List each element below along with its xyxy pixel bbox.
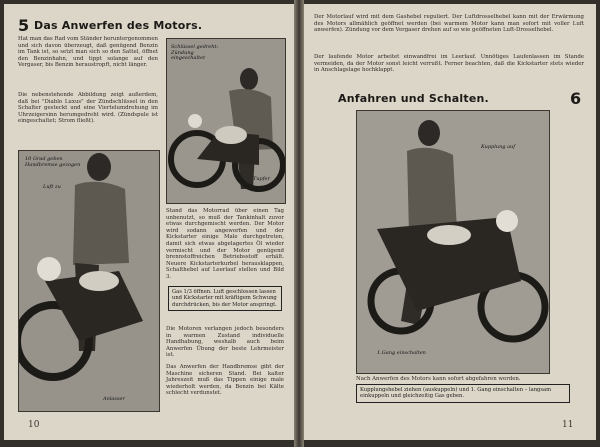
left-para-2: Die nebenstehende Abbildung zeigt außerdem, daß bei "Diablo Luxus" der Zündschlüssel in den Schalter gesteckt und eine Viertelumdrehung im Uhrzeigersinn herumgedreht wird. (Zündspule ist eingeschaltet; Strom fließt). <box>18 92 158 125</box>
photo-kickstarting <box>18 150 160 412</box>
section-number-5: 5 <box>18 16 30 35</box>
photo-top-label-2: Tupfer <box>253 176 270 182</box>
right-heading: Anfahren und Schalten. <box>338 92 489 105</box>
left-folio: 10 <box>28 420 40 430</box>
left-heading: Das Anwerfen des Motors. <box>34 19 203 32</box>
left-boxed-note: Gas 1/3 öffnen. Luft geschlossen lassen und Kickstarter mit kräftigem Schwung durchdrücken, bis der Motor anspringt. <box>168 286 282 311</box>
right-boxed-note: Kupplungshebel ziehen (auskuppeln) und 1. Gang einschalten – langsam einkuppeln und gleichzeitig Gas geben. <box>356 384 570 403</box>
book-gutter <box>294 0 304 447</box>
photo-seated-rider-graphic <box>357 111 549 373</box>
photo-right-label-1: Kupplung auf <box>481 144 516 150</box>
left-page <box>4 4 294 440</box>
right-para-2: Der laufende Motor arbeitet einwandfrei im Leerlauf. Unnötiges Laufenlassen im Stande vermeiden, da der Motor sonst leicht verrußt. Ferner beachten, daß die Kickstarter stets wieder in Anschlagslage hochklappt. <box>314 54 584 74</box>
left-para-1: Hat man das Rad vom Ständer heruntergenommen und sich davon überzeugt, daß genügend Benzin im Tank ist, so setzt man sich so den Sattel, öffnet den Benzinhahn, und tippt solange auf den Vergaser, bis Benzin heraustropft, nicht länger. <box>18 36 158 69</box>
right-folio: 11 <box>562 420 574 430</box>
left-para-4: Die Motoren verlangen jedoch besonders in warmen Zustand individuelle Handhabung, weshalb auch beim Anwerfen Übung der beste Lehrmeister ist. <box>166 326 284 359</box>
photo-side-label-2: Luft zu <box>43 184 61 190</box>
left-para-5: Das Anwerfen der Handbremse gibt der Maschine sicheren Stand. Bei kalter Jahreszeit muß das Tippen einige male wiederholt werden, da Benzin bei Kälte schlecht verdunstet. <box>166 364 284 397</box>
photo-tickling-carburettor <box>166 38 286 204</box>
photo-top-label: Schlüssel gedreht: Zündung eingeschaltet <box>171 44 219 62</box>
photo-man-on-motorcycle-graphic <box>19 151 159 411</box>
photo-starting-off <box>356 110 550 374</box>
right-caption: Nach Anwerfen des Motors kann sofort abgefahren werden. <box>356 376 521 382</box>
right-page <box>304 4 596 440</box>
photo-side-label-3: Anlasser <box>103 396 125 402</box>
left-para-3: Stand das Motorrad über einen Tag unbenutzt, so muß der Tankinhalt zuvor etwas durchgemischt werden. Der Motor wird sodann angeworfen und der Kickstarter einige Male durchgetreten, damit sich etwas abgelagertes Öl wieder vermischt und der Motor genügend brennstoffreichen Betriebsstoff erhält. Neuere Kickstarterkurbel herausklappen, Schalthebel auf Leerlauf stellen und Bild 3. <box>166 208 284 280</box>
section-number-6: 6 <box>570 89 582 108</box>
right-para-top: Der Motorlauf wird mit dem Gashebel reguliert. Der Luftdrosselhebel kann mit der Erwärmung des Motors allmählich geöffnet werden (bei warmem Motor kann man sofort mit voller Luft anwerfen). Zündung vor dem Vergaser drehen auf so wie geöffneten Luft-Drosselhebel. <box>314 14 584 34</box>
photo-right-label-2: 1.Gang einschalten <box>377 350 426 356</box>
photo-side-label-1: 10 Grad geben Handbremse gezogen <box>25 156 81 168</box>
